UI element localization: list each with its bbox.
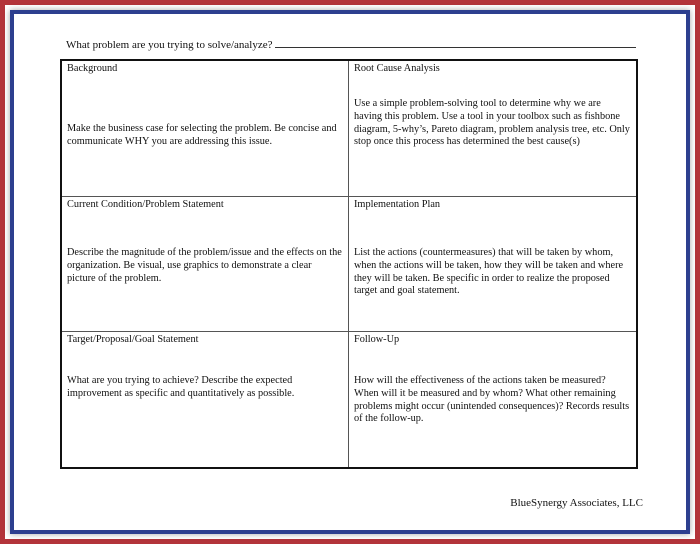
section-root-cause-analysis: [349, 61, 636, 197]
section-title: Root Cause Analysis: [354, 63, 440, 74]
section-title: Background: [67, 63, 118, 74]
section-background: [62, 61, 349, 197]
a3-worksheet-grid: [60, 59, 638, 469]
section-description: Make the business case for selecting the problem. Be concise and communicate WHY you are addressing this issue.: [67, 123, 337, 147]
problem-question: [66, 38, 636, 51]
company-name: BlueSynergy Associates, LLC: [510, 497, 643, 509]
section-title: Target/Proposal/Goal Statement: [67, 334, 199, 345]
section-description: How will the effectiveness of the actions taken be measured? When will it be measured and by whom? What other remaining problems might occur (unintended consequences)? Records results of the follow-up.: [354, 375, 630, 425]
section-title: Implementation Plan: [354, 199, 441, 210]
section-follow-up: [349, 332, 636, 467]
section-title: Follow-Up: [354, 334, 400, 345]
problem-question-label: What problem are you trying to solve/analyze?: [66, 39, 273, 51]
section-description: What are you trying to achieve? Describe the expected improvement as specific and quantitatively as possible.: [67, 375, 295, 399]
section-target-goal-statement: [62, 332, 349, 467]
section-current-condition: [62, 197, 349, 332]
problem-answer-line[interactable]: [275, 38, 636, 48]
section-description: Describe the magnitude of the problem/issue and the effects on the organization. Be visual, use graphics to demonstrate a clear picture of the problem.: [67, 247, 342, 284]
section-description: Use a simple problem-solving tool to determine why we are having this problem. Use a tool in your toolbox such as fishbone diagram, 5-why’s, Pareto diagram, problem analysis tree, etc. Only stop once this process has determined the best cause(s): [354, 98, 630, 148]
section-description: List the actions (countermeasures) that will be taken by whom, when the actions will be taken, how they will be taken and where they will be taken. Be specific in order to realize the proposed target and goal statement.: [354, 247, 624, 297]
section-title: Current Condition/Problem Statement: [67, 199, 224, 210]
section-implementation-plan: [349, 197, 636, 332]
